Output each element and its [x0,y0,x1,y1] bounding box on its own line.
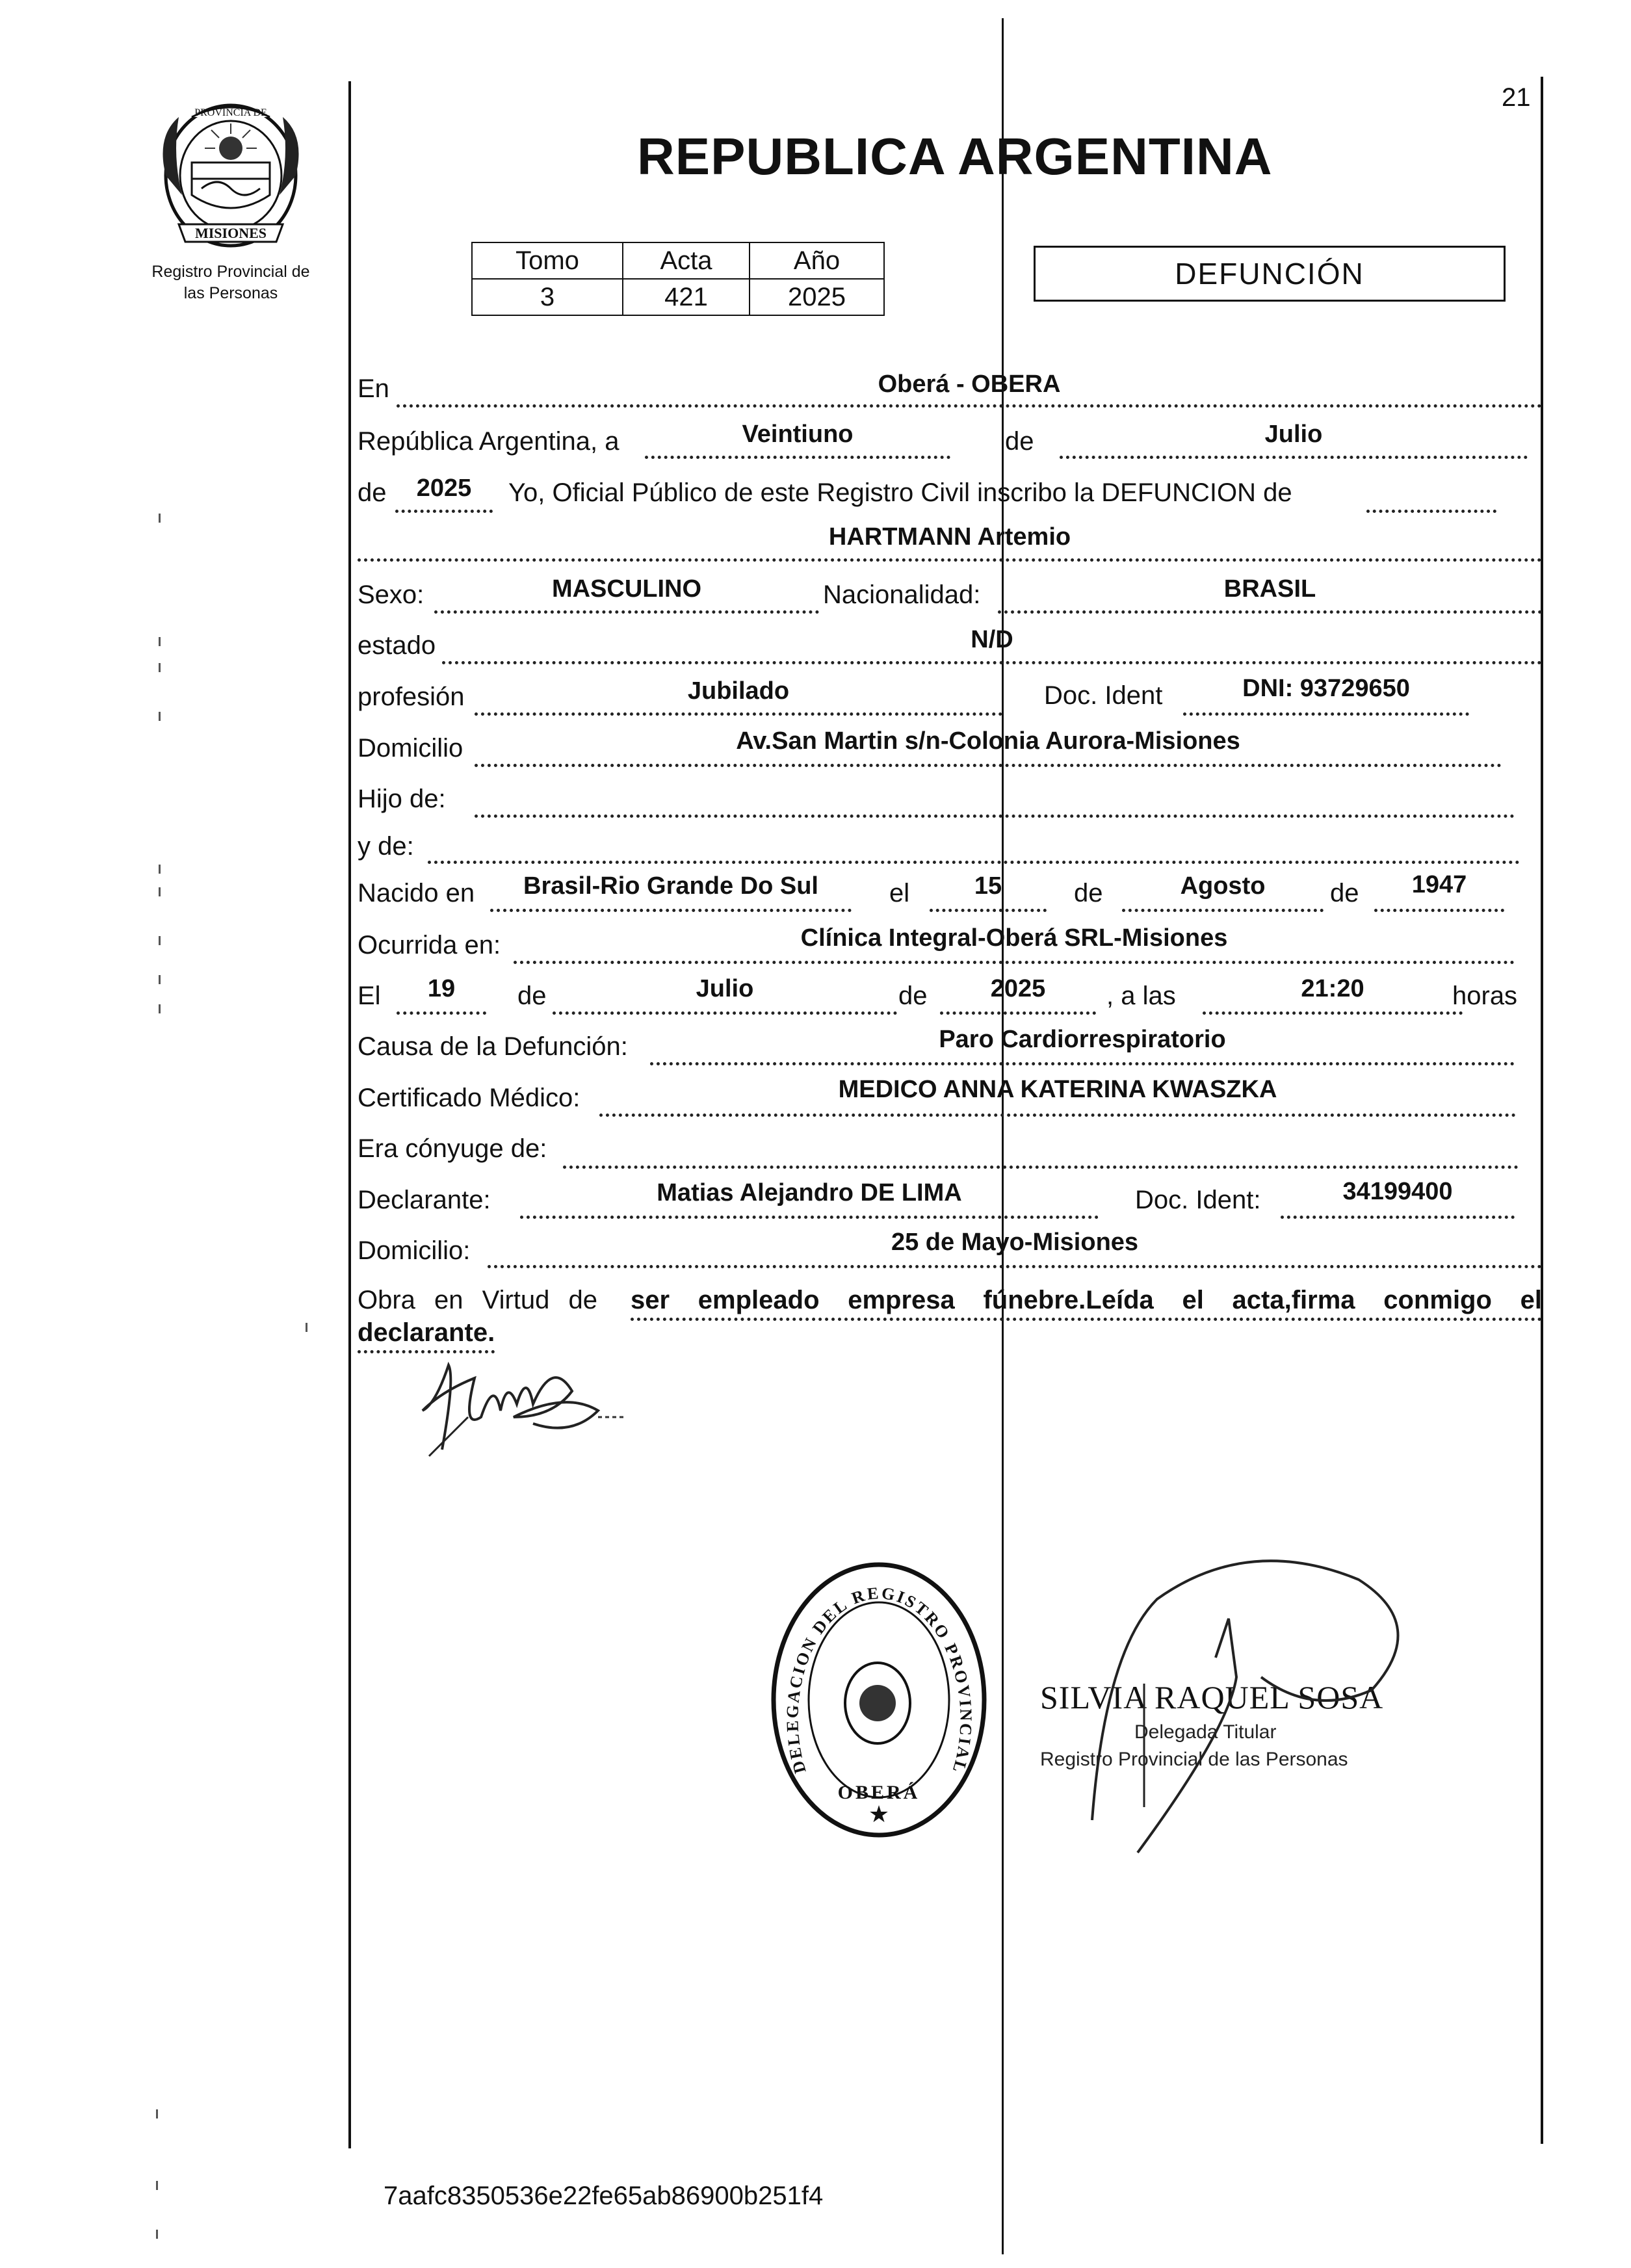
label-en: En [358,374,389,403]
label-obra-en-virtud: Obra en Virtud de [358,1286,598,1314]
label-doc-ident: Doc. Ident [1044,681,1163,710]
label-horas: horas [1452,982,1518,1010]
label-de: de [1074,879,1103,907]
label-el: El [358,982,381,1010]
row-estado [358,626,1542,671]
label-declarante: Declarante: [358,1186,491,1214]
official-signature [1066,1521,1430,1859]
document-hash: 7aafc8350536e22fe65ab86900b251f4 [384,2182,824,2210]
field-obra-virtud-line2: declarante. [358,1318,495,1353]
tomo-header: Tomo [472,242,623,279]
official-title: Delegada Titular [1134,1721,1277,1743]
page-number: 21 [1502,83,1531,112]
svg-text:PROVINCIA DE: PROVINCIA DE [194,107,267,118]
label-domicilio: Domicilio [358,734,463,763]
row-declarante-domicilio [358,1229,1542,1274]
field-nacionalidad: BRASIL [1223,575,1316,603]
field-domicilio: Av.San Martin s/n-Colonia Aurora-Misiones [736,727,1240,755]
label-conyuge: Era cónyuge de: [358,1134,547,1163]
row-certificado [358,1076,1542,1121]
row-conyuge [358,1129,1542,1175]
tomo-value: 3 [472,279,623,315]
registry-caption: Registro Provincial de las Personas [151,263,310,302]
field-doc-ident: DNI: 93729650 [1242,675,1410,702]
label-el: el [889,879,910,907]
field-profesion: Jubilado [687,677,790,705]
field-obra-virtud-line1: ser empleado empresa fúnebre.Leída el acta,firma conmigo el [631,1286,1542,1321]
row-domicilio [358,726,1542,772]
row-inscripcion [358,473,1542,519]
record-reference-table [471,242,885,316]
official-name-stamp: SILVIA RAQUEL SOSA [1040,1679,1384,1715]
label-nacido-en: Nacido en [358,879,475,907]
label-certificado: Certificado Médico: [358,1084,581,1112]
label-doc-ident: Doc. Ident: [1135,1186,1261,1214]
row-sexo-nacionalidad [358,575,1542,621]
label-sexo: Sexo: [358,580,424,609]
acta-header: Acta [623,242,750,279]
field-declarante-domicilio: 25 de Mayo-Misiones [891,1229,1139,1256]
label-de: de [1005,427,1034,456]
field-sexo: MASCULINO [551,575,702,603]
field-dia-registro: Veintiuno [742,421,854,448]
field-nac-anio: 1947 [1411,871,1467,898]
field-anio-registro: 2025 [416,475,472,502]
row-profesion [358,675,1542,720]
act-type-box: DEFUNCIÓN [1034,246,1506,302]
row-fallecido [358,523,1542,569]
label-estado: estado [358,631,436,660]
misiones-crest-logo [153,98,309,254]
field-nacido-en: Brasil-Rio Grande Do Sul [523,872,818,900]
acta-value: 421 [623,279,750,315]
row-fecha-registro [358,419,1542,465]
row-declarante [358,1178,1542,1223]
label-domicilio: Domicilio: [358,1236,471,1265]
label-nacionalidad: Nacionalidad: [823,580,981,609]
official-oval-seal [767,1557,991,1843]
label-hijo-de: Hijo de: [358,785,446,813]
label-de: de [898,982,928,1010]
page-title: REPUBLICA ARGENTINA [637,127,1273,185]
field-ocurrida-en: Clínica Integral-Oberá SRL-Misiones [800,924,1228,952]
row-fecha-defuncion [358,975,1542,1021]
field-mes-registro: Julio [1264,421,1323,448]
anio-value: 2025 [750,279,884,315]
anio-header: Año [750,242,884,279]
field-nac-mes: Agosto [1180,872,1266,900]
field-certificado: MEDICO ANNA KATERINA KWASZKA [838,1076,1277,1103]
row-y-de [358,826,1542,871]
field-def-anio: 2025 [990,975,1046,1002]
row-causa [358,1026,1542,1071]
left-margin-rule [348,81,351,2148]
declarant-signature [403,1352,637,1469]
dotted-line [397,404,1542,408]
field-causa: Paro Cardiorrespiratorio [939,1026,1226,1053]
svg-text:DELEGACION DEL REGISTRO PROVIN: DELEGACION DEL REGISTRO PROVINCIAL [783,1583,976,1776]
label-yo: Yo, Oficial Público de este Registro Civil inscribo la DEFUNCION de [508,478,1292,507]
field-nac-dia: 15 [974,872,1002,900]
field-def-dia: 19 [427,975,456,1002]
field-lugar: Oberá - OBERA [878,371,1061,398]
label-de: de [1330,879,1359,907]
row-hijo-de [358,778,1542,824]
label-de: de [517,982,547,1010]
row-lugar [358,369,1542,415]
field-def-mes: Julio [696,975,754,1002]
label-a-las: , a las [1106,982,1176,1010]
row-obra-en-virtud [358,1279,1542,1318]
label-causa: Causa de la Defunción: [358,1032,628,1061]
field-declarante: Matias Alejandro DE LIMA [657,1179,962,1206]
label-de: de [358,478,387,507]
field-declarante-doc: 34199400 [1342,1178,1453,1205]
field-estado: N/D [971,626,1013,653]
label-profesion: profesión [358,683,465,711]
svg-text:★: ★ [868,1801,890,1827]
row-nacimiento [358,871,1542,917]
field-def-hora: 21:20 [1301,975,1364,1002]
row-ocurrida-en [358,923,1542,969]
label-republica: República Argentina, a [358,427,620,456]
label-ocurrida-en: Ocurrida en: [358,931,501,959]
label-y-de: y de: [358,832,414,861]
svg-text:OBERÁ: OBERÁ [837,1782,920,1803]
official-office: Registro Provincial de las Personas [1040,1749,1348,1770]
field-fallecido: HARTMANN Artemio [828,523,1071,551]
svg-text:MISIONES: MISIONES [194,225,267,241]
